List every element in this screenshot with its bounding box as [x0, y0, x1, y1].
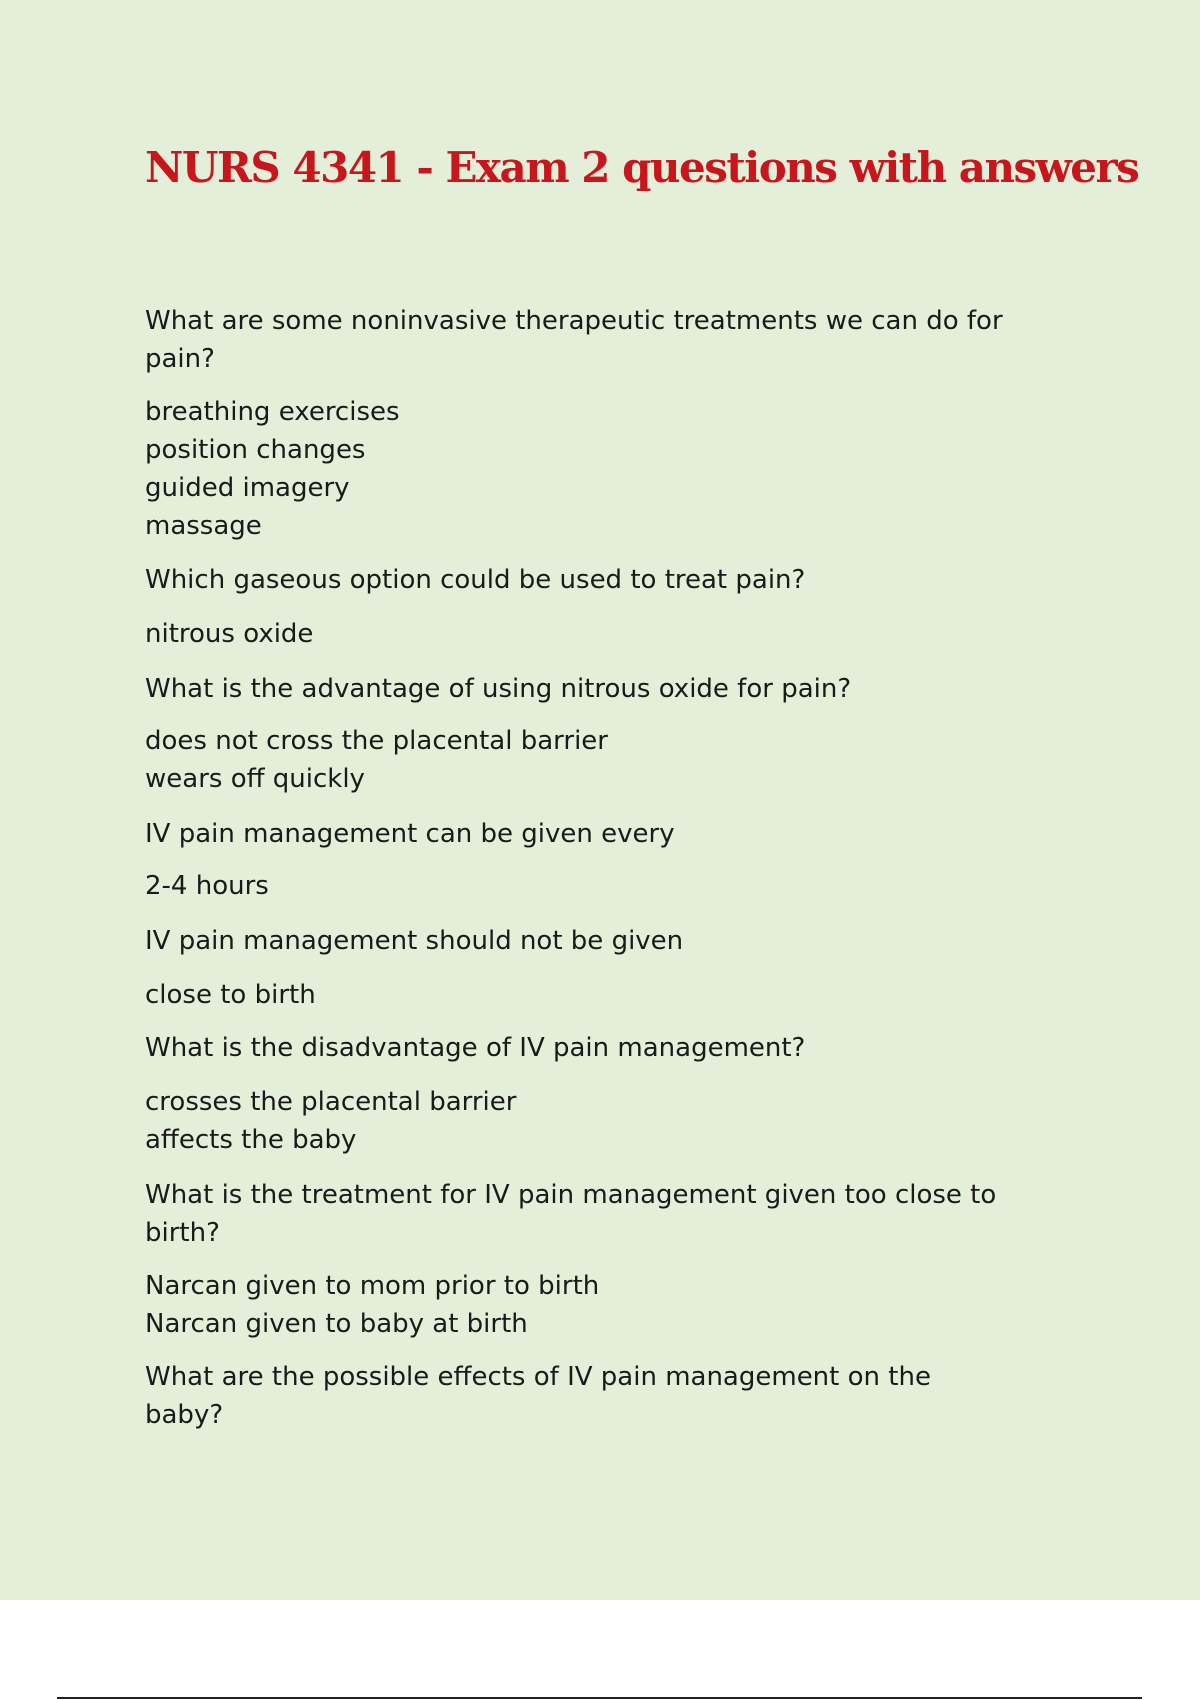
answer — [145, 722, 1095, 798]
answer-line: massage — [145, 511, 262, 541]
question-line: baby? — [145, 1400, 224, 1430]
answer — [145, 615, 1095, 653]
question-line: What are the possible effects of IV pain management on the — [145, 1362, 931, 1392]
document-title: NURS 4341 - Exam 2 questions with answers — [145, 143, 1139, 192]
question — [145, 1029, 1095, 1067]
answer-line: position changes — [145, 435, 366, 465]
answer — [145, 867, 1095, 905]
answer-line: Narcan given to baby at birth — [145, 1309, 528, 1339]
answer-line: wears off quickly — [145, 764, 365, 794]
question — [145, 1358, 1095, 1434]
answer — [145, 1267, 1095, 1343]
answer-line: nitrous oxide — [145, 619, 314, 649]
answer — [145, 393, 1095, 545]
answer-line: crosses the placental barrier — [145, 1087, 517, 1117]
question-line: What is the advantage of using nitrous oxide for pain? — [145, 674, 852, 704]
answer-line: affects the baby — [145, 1125, 357, 1155]
question — [145, 561, 1095, 599]
answer-line: 2-4 hours — [145, 871, 269, 901]
footer-divider — [57, 1697, 1142, 1699]
answer-line: guided imagery — [145, 473, 350, 503]
question-line: What is the disadvantage of IV pain management? — [145, 1033, 806, 1063]
question — [145, 670, 1095, 708]
answer-line: Narcan given to mom prior to birth — [145, 1271, 600, 1301]
question-line: pain? — [145, 344, 215, 374]
answer — [145, 1083, 1095, 1159]
question-line: IV pain management should not be given — [145, 926, 684, 956]
question-line: What is the treatment for IV pain management given too close to — [145, 1180, 997, 1210]
question-line: IV pain management can be given every — [145, 819, 675, 849]
question — [145, 1176, 1095, 1252]
answer-line: close to birth — [145, 980, 316, 1010]
answer-line: breathing exercises — [145, 397, 400, 427]
question-line: What are some noninvasive therapeutic treatments we can do for — [145, 306, 1003, 336]
question — [145, 302, 1095, 378]
question-line: birth? — [145, 1218, 220, 1248]
answer-line: does not cross the placental barrier — [145, 726, 608, 756]
question — [145, 815, 1095, 853]
answer — [145, 976, 1095, 1014]
question-line: Which gaseous option could be used to treat pain? — [145, 565, 806, 595]
question — [145, 922, 1095, 960]
